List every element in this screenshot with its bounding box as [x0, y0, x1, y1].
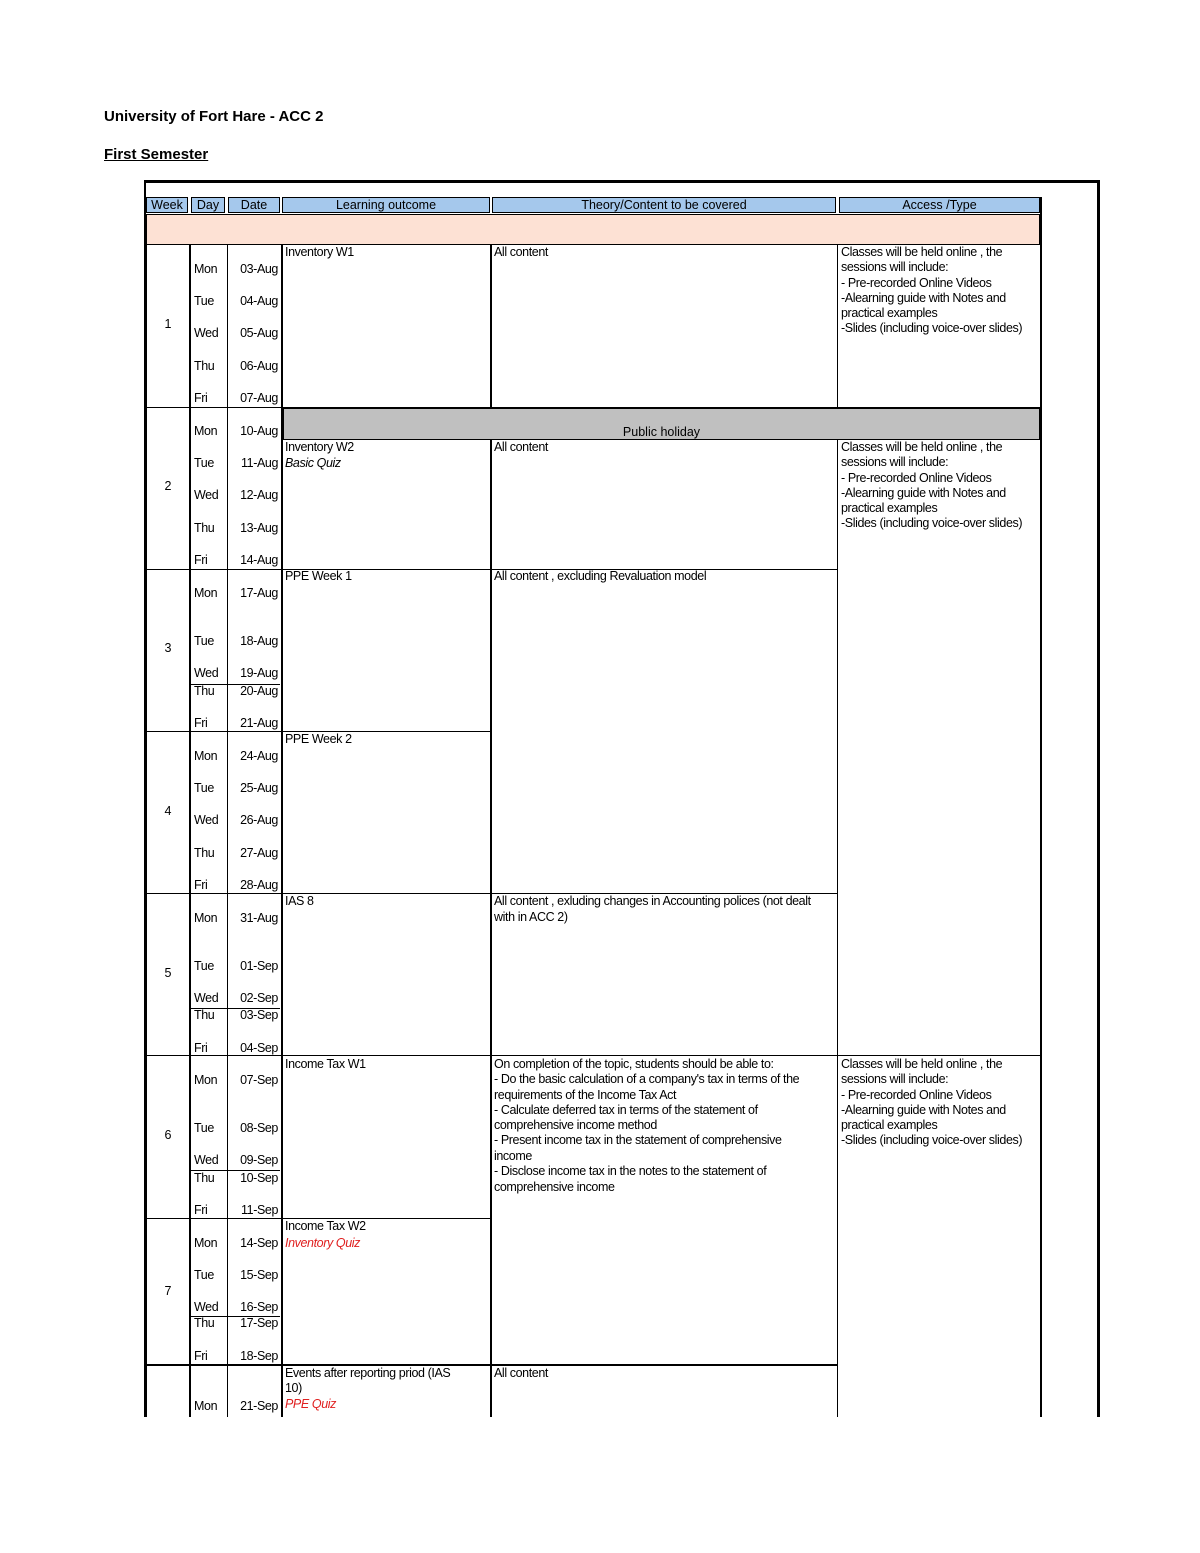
day-label: Wed — [194, 666, 219, 680]
date-label: 18-Sep — [240, 1349, 278, 1363]
access-text: practical examples — [841, 1118, 938, 1132]
access-text: -Slides (including voice-over slides) — [841, 1133, 1023, 1147]
date-label: 27-Aug — [240, 846, 278, 860]
day-label: Wed — [194, 991, 219, 1005]
date-label: 17-Sep — [240, 1316, 278, 1330]
day-label: Wed — [194, 488, 219, 502]
access-text: Classes will be held online , the — [841, 245, 1003, 259]
content-text: On completion of the topic, students should be able to: — [494, 1057, 774, 1071]
day-label: Wed — [194, 813, 219, 827]
content-text: comprehensive income method — [494, 1118, 657, 1132]
date-label: 16-Sep — [240, 1300, 278, 1314]
quiz-label: Inventory Quiz — [285, 1236, 360, 1250]
frame-right-border — [1097, 180, 1100, 1417]
day-label: Tue — [194, 634, 214, 648]
date-label: 10-Sep — [240, 1171, 278, 1185]
day-label: Mon — [194, 262, 218, 276]
date-label: 10-Aug — [240, 424, 278, 438]
quiz-label: Basic Quiz — [285, 456, 341, 470]
access-text: - Pre-recorded Online Videos — [841, 276, 992, 290]
day-label: Wed — [194, 326, 219, 340]
week-number: 7 — [164, 1284, 172, 1298]
grid-line — [146, 407, 283, 408]
week-number: 1 — [164, 317, 172, 331]
week-number: 2 — [164, 479, 172, 493]
access-text: practical examples — [841, 501, 938, 515]
day-label: Tue — [194, 294, 214, 308]
grid-line — [490, 245, 492, 408]
grid-line — [490, 440, 492, 1417]
week-number: 5 — [164, 966, 172, 980]
content-text: All content — [494, 440, 548, 454]
day-label: Mon — [194, 1399, 218, 1413]
date-label: 18-Aug — [240, 634, 278, 648]
day-label: Thu — [194, 846, 215, 860]
outcome-text: PPE Week 2 — [285, 732, 352, 746]
date-label: 14-Aug — [240, 553, 278, 567]
date-label: 21-Sep — [240, 1399, 278, 1413]
date-label: 19-Aug — [240, 666, 278, 680]
public-holiday-band — [283, 408, 1040, 440]
header-day: Day — [191, 197, 225, 213]
grid-line — [146, 1055, 1040, 1056]
header-theory-content: Theory/Content to be covered — [492, 197, 836, 213]
date-label: 17-Aug — [240, 586, 278, 600]
day-label: Thu — [194, 359, 215, 373]
content-text: All content , exluding changes in Accounting polices (not dealt — [494, 894, 811, 908]
outcome-text: Income Tax W1 — [285, 1057, 366, 1071]
week-number: 4 — [164, 804, 172, 818]
day-label: Wed — [194, 1153, 219, 1167]
day-label: Wed — [194, 1300, 219, 1314]
grid-line — [281, 245, 283, 1417]
content-text: income — [494, 1149, 532, 1163]
access-text: -Alearning guide with Notes and — [841, 1103, 1006, 1117]
date-label: 21-Aug — [240, 716, 278, 730]
content-text: All content , excluding Revaluation model — [494, 569, 707, 583]
date-label: 01-Sep — [240, 959, 278, 973]
outcome-text: Inventory W1 — [285, 245, 354, 259]
content-text: comprehensive income — [494, 1180, 615, 1194]
content-text: with in ACC 2) — [494, 910, 568, 924]
date-label: 04-Aug — [240, 294, 278, 308]
grid-line — [837, 440, 838, 1417]
semester-band — [146, 214, 1040, 245]
access-text: sessions will include: — [841, 1072, 949, 1086]
header-date: Date — [228, 197, 280, 213]
access-text: -Alearning guide with Notes and — [841, 486, 1006, 500]
date-label: 13-Aug — [240, 521, 278, 535]
day-label: Fri — [194, 1041, 208, 1055]
day-label: Mon — [194, 424, 218, 438]
day-label: Thu — [194, 1171, 215, 1185]
day-label: Fri — [194, 1349, 208, 1363]
date-label: 12-Aug — [240, 488, 278, 502]
week-number: 3 — [164, 641, 172, 655]
date-label: 26-Aug — [240, 813, 278, 827]
access-text: - Pre-recorded Online Videos — [841, 471, 992, 485]
frame-top-border — [144, 180, 1100, 183]
content-text: - Present income tax in the statement of comprehensive — [494, 1133, 782, 1147]
day-label: Mon — [194, 749, 218, 763]
date-label: 14-Sep — [240, 1236, 278, 1250]
content-text: All content — [494, 1366, 548, 1380]
date-label: 24-Aug — [240, 749, 278, 763]
grid-line — [283, 407, 1040, 408]
date-label: 15-Sep — [240, 1268, 278, 1282]
content-text: All content — [494, 245, 548, 259]
outcome-text: Income Tax W2 — [285, 1219, 366, 1233]
date-label: 28-Aug — [240, 878, 278, 892]
day-label: Fri — [194, 553, 208, 567]
day-label: Tue — [194, 1121, 214, 1135]
day-label: Thu — [194, 1316, 215, 1330]
day-label: Fri — [194, 716, 208, 730]
access-text: sessions will include: — [841, 455, 949, 469]
outcome-text: 10) — [285, 1381, 302, 1395]
header-learning-outcome: Learning outcome — [282, 197, 490, 213]
outcome-text: PPE Week 1 — [285, 569, 352, 583]
date-label: 11-Aug — [241, 456, 278, 470]
date-label: 08-Sep — [240, 1121, 278, 1135]
day-label: Tue — [194, 456, 214, 470]
header-week: Week — [146, 197, 188, 213]
grid-line — [146, 569, 837, 570]
day-label: Thu — [194, 684, 215, 698]
outcome-text: Events after reporting priod (IAS — [285, 1366, 451, 1380]
content-text: requirements of the Income Tax Act — [494, 1088, 677, 1102]
grid-line — [189, 245, 191, 1417]
access-text: Classes will be held online , the — [841, 440, 1003, 454]
date-label: 11-Sep — [241, 1203, 278, 1217]
grid-line — [837, 245, 838, 408]
header-access-type: Access /Type — [839, 197, 1040, 213]
outcome-text: IAS 8 — [285, 894, 314, 908]
day-label: Mon — [194, 586, 218, 600]
date-label: 05-Aug — [240, 326, 278, 340]
access-text: -Alearning guide with Notes and — [841, 291, 1006, 305]
day-label: Thu — [194, 521, 215, 535]
day-label: Tue — [194, 1268, 214, 1282]
document-subtitle: First Semester — [104, 146, 209, 163]
content-text: - Do the basic calculation of a company's tax in terms of the — [494, 1072, 800, 1086]
date-label: 03-Sep — [240, 1008, 278, 1022]
date-label: 25-Aug — [240, 781, 278, 795]
access-text: Classes will be held online , the — [841, 1057, 1003, 1071]
public-holiday-label: Public holiday — [622, 425, 701, 439]
content-text: - Disclose income tax in the notes to the statement of — [494, 1164, 767, 1178]
day-label: Fri — [194, 1203, 208, 1217]
date-label: 20-Aug — [240, 684, 278, 698]
day-label: Thu — [194, 1008, 215, 1022]
access-text: sessions will include: — [841, 260, 949, 274]
content-text: - Calculate deferred tax in terms of the statement of — [494, 1103, 758, 1117]
week-number: 6 — [164, 1128, 172, 1142]
grid-line — [1040, 197, 1042, 1417]
date-label: 04-Sep — [240, 1041, 278, 1055]
day-label: Fri — [194, 878, 208, 892]
day-label: Mon — [194, 911, 218, 925]
date-label: 07-Aug — [240, 391, 278, 405]
day-label: Mon — [194, 1236, 218, 1250]
access-text: -Slides (including voice-over slides) — [841, 516, 1023, 530]
access-text: practical examples — [841, 306, 938, 320]
quiz-label: PPE Quiz — [285, 1397, 336, 1411]
date-label: 31-Aug — [240, 911, 278, 925]
access-text: - Pre-recorded Online Videos — [841, 1088, 992, 1102]
date-label: 03-Aug — [240, 262, 278, 276]
day-label: Mon — [194, 1073, 218, 1087]
grid-line — [146, 245, 147, 1417]
date-label: 06-Aug — [240, 359, 278, 373]
date-label: 07-Sep — [240, 1073, 278, 1087]
day-label: Tue — [194, 959, 214, 973]
day-label: Tue — [194, 781, 214, 795]
date-label: 09-Sep — [240, 1153, 278, 1167]
access-text: -Slides (including voice-over slides) — [841, 321, 1023, 335]
date-label: 02-Sep — [240, 991, 278, 1005]
outcome-text: Inventory W2 — [285, 440, 354, 454]
document-title: University of Fort Hare - ACC 2 — [104, 108, 324, 125]
day-label: Fri — [194, 391, 208, 405]
